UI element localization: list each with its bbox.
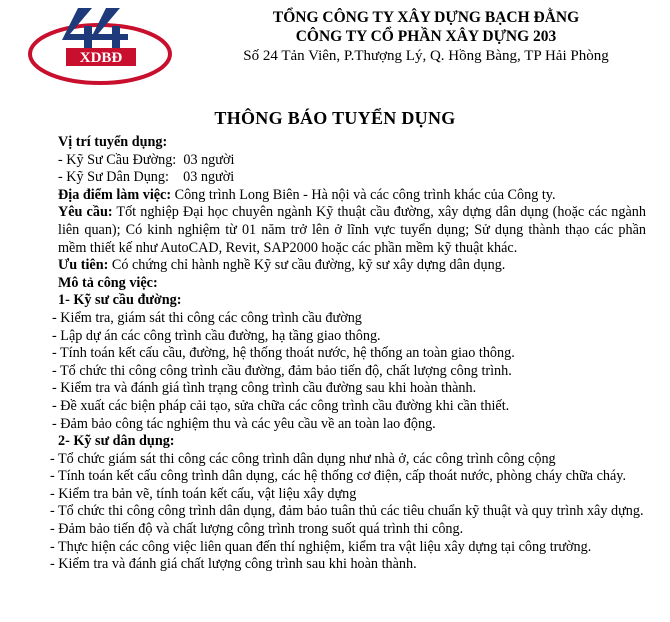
- company-header: [186, 8, 666, 66]
- list-item: - Tính toán kết cấu công trình dân dụng, các hệ thống cơ điện, cấp thoát nước, phòng cháy chữa cháy.: [50, 468, 627, 485]
- list-item: - Đề xuất các biện pháp cải tạo, sửa chữa các công trình cầu đường khi cần thiết.: [52, 397, 510, 414]
- list-item: - Tính toán kết cấu cầu, đường, hệ thống thoát nước, hệ thống an toàn giao thông.: [52, 345, 515, 362]
- priority-line: Ưu tiên: Có chứng chỉ hành nghề Kỹ sư cầu đường, kỹ sư xây dựng dân dụng.: [58, 257, 506, 274]
- list-item: - Thực hiện các công việc liên quan đến thí nghiệm, kiểm tra vật liệu xây dựng tại công trường.: [50, 538, 592, 555]
- list-item: - Tổ chức thi công công trình dân dụng, đảm bảo tuân thủ các tiêu chuẩn kỹ thuật và quy trình xây dựng.: [50, 503, 644, 520]
- position-item: - Kỹ Sư Cầu Đường: 03 người: [58, 151, 235, 168]
- location-line: Địa điểm làm việc: Công trình Long Biên - Hà nội và các công trình khác của Công ty.: [58, 186, 556, 203]
- list-item: - Tổ chức thi công công trình cầu đường, đảm bảo tiến độ, chất lượng công trình.: [52, 362, 512, 379]
- list-item: - Kiểm tra và đánh giá chất lượng công trình sau khi hoàn thành.: [50, 556, 417, 573]
- parent-company-name: TỔNG CÔNG TY XÂY DỰNG BẠCH ĐẰNG: [272, 9, 580, 26]
- list-item: - Kiểm tra, giám sát thi công các công trình cầu đường: [52, 309, 362, 326]
- list-item: - Tổ chức giám sát thi công các công trình dân dụng như nhà ở, các công trình công cộng: [50, 450, 556, 467]
- emblem-icon: [62, 8, 128, 48]
- document-body: [38, 134, 646, 574]
- list-item: - Lập dự án các công trình cầu đường, hạ tầng giao thông.: [52, 327, 381, 344]
- section-title: 2- Kỹ sư dân dụng:: [58, 433, 175, 450]
- list-item: - Kiểm tra bản vẽ, tính toán kết cấu, vật liệu xây dựng: [50, 485, 357, 502]
- list-item: - Kiểm tra và đánh giá tình trạng công trình cầu đường sau khi hoàn thành.: [52, 380, 477, 397]
- requirements-paragraph: Yêu cầu: Tốt nghiệp Đại học chuyên ngành Kỹ thuật cầu đường, xây dựng dân dụng (hoặc các ngành liên quan); Có kinh nghiệm từ 01 năm trở lên ở lĩnh vực tuyển dụng; Sử dụng thành thạo các phần mềm thiết kế như AutoCAD, Revit, SAP2000 hoặc các phần mềm kỹ thuật khác.: [58, 204, 646, 256]
- position-heading: Vị trí tuyển dụng:: [58, 134, 168, 150]
- company-name: CÔNG TY CỔ PHẦN XÂY DỰNG 203: [295, 28, 557, 45]
- logo-text: XDBĐ: [79, 50, 123, 66]
- list-item: - Đảm bảo công tác nghiệm thu và các yêu cầu về an toàn lao động.: [52, 415, 436, 432]
- position-item: - Kỹ Sư Dân Dụng: 03 người: [58, 169, 235, 186]
- list-item: - Đảm bảo tiến độ và chất lượng công trình trong suốt quá trình thi công.: [50, 521, 464, 538]
- company-logo: [26, 4, 174, 86]
- section-title: 1- Kỹ sư cầu đường:: [58, 292, 182, 309]
- job-description-heading: Mô tả công việc:: [58, 274, 158, 291]
- document-title: THÔNG BÁO TUYỂN DỤNG: [214, 108, 456, 128]
- company-address: Số 24 Tản Viên, P.Thượng Lý, Q. Hồng Bàng, TP Hải Phòng: [243, 48, 609, 64]
